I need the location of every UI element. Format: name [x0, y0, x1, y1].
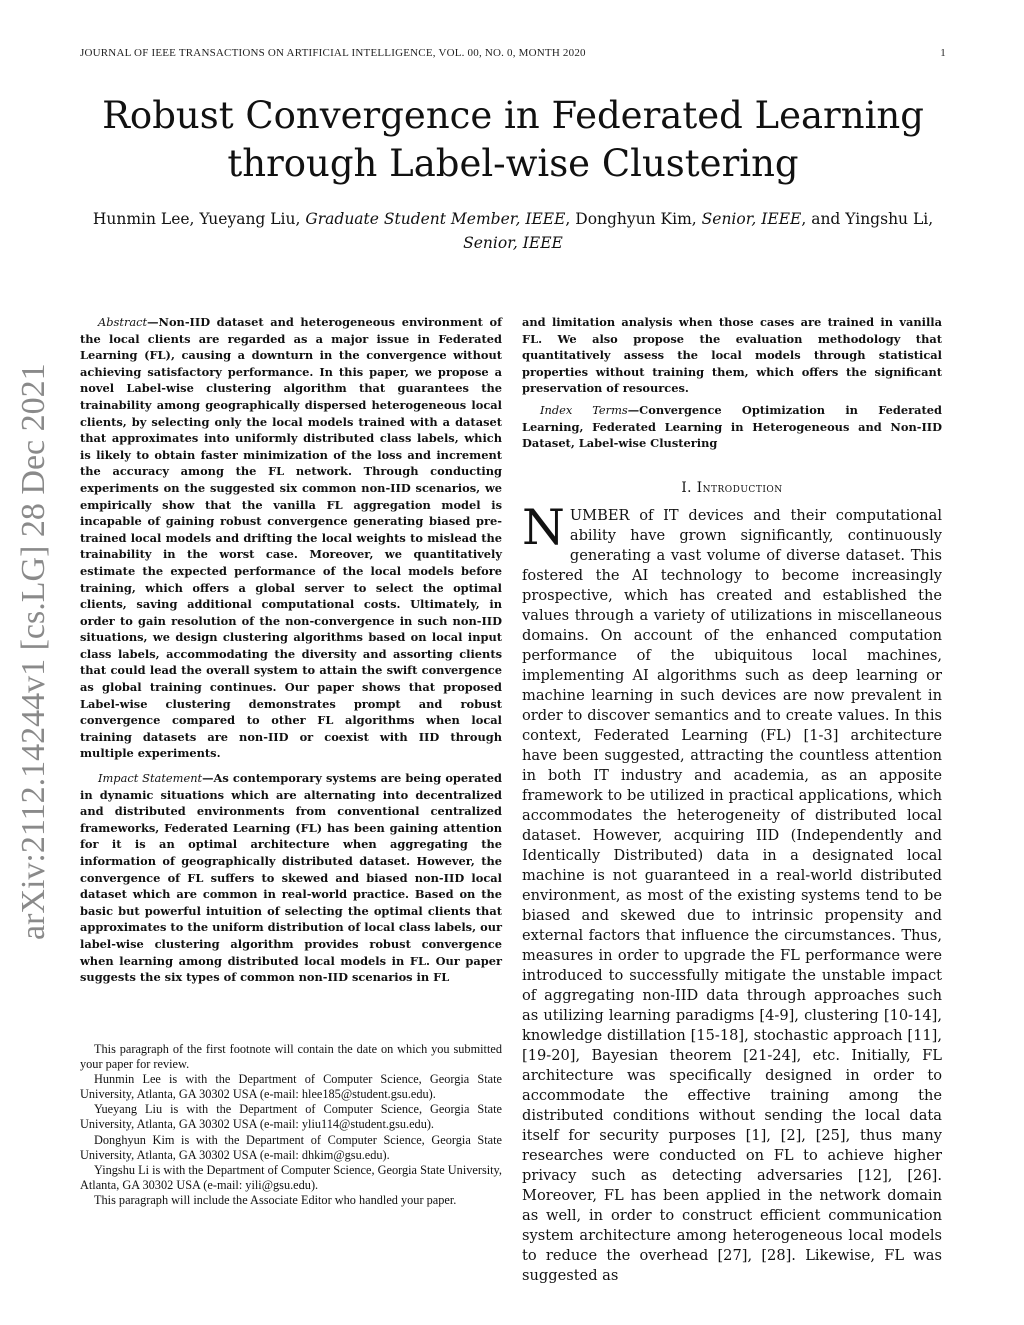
journal-name: JOURNAL OF IEEE TRANSACTIONS ON ARTIFICIAL INTELLIGENCE, VOL. 00, NO. 0, MONTH 2020 — [80, 47, 586, 59]
intro-text: of IT devices and their computational ability have grown significantly, continuously generating a vast volume of diverse dataset. This fostered the AI technology to become increasingly prospective, which has created and established the values through a variety of utilizations in miscellaneous domains. On account of the enhanced computation performance of the ubiquitous local machines, implementing AI algorithms such as deep learning or machine learning in such devices are now prevalent in order to discover semantics and to create values. In this context, Federated Learning (FL) [1-3] architecture have been suggested, attracting the countless attention in both IT industry and academia, as an apposite framework to be utilized in practical applications, which accommodates the heterogeneity of distributed local dataset. However, acquiring IID (Independently and Identically Distributed) data in a designated local machine is not guaranteed in a real-world distributed environment, as most of the existing systems tend to be biased and skewed due to intrinsic propensity and external factors that influence the circumstances. Thus, measures in order to upgrade the FL performance were introduced to successfully mitigate the unstable impact of aggregating non-IID data through approaches such as utilizing learning paradigms [4-9], clustering [10-14], knowledge distillation [15-18], stochastic approach [11], [19-20], Bayesian theorem [21-24], etc. Initially, FL architecture was specifically designed in order to accommodate the effective training among the distributed conditions without sending the local data itself for security purposes [1], [2], [25], thus many researches were conducted on FL to achieve higher privacy such as detecting adversaries [12], [26]. Moreover, FL has been applied in the network domain as well, in order to construct efficient communication system architecture among heterogeneous local models to reduce the overhead [27], [28]. Likewise, FL was suggested as — [522, 506, 942, 1284]
author-role-1: Graduate Student Member, IEEE — [305, 210, 566, 228]
running-header — [80, 47, 946, 59]
impact-statement-label: Impact Statement — [98, 771, 203, 786]
introduction-paragraph — [522, 498, 942, 1286]
abstract-continuation: and limitation analysis when those cases are trained in vanilla FL. We also propose the evaluation methodology that quantitatively assess the local models through statistical properties without training them, which offers the significant preservation of resources. — [522, 315, 942, 396]
section-numeral: I. — [681, 479, 697, 496]
footnote-author-liu: Yueyang Liu is with the Department of Computer Science, Georgia State University, Atlanta, GA 30302 USA (e-mail: yliu114@student.gsu.edu). — [80, 1102, 502, 1132]
footnote-editor: This paragraph will include the Associate Editor who handled your paper. — [94, 1192, 457, 1207]
abstract — [80, 314, 502, 762]
left-column — [80, 314, 502, 986]
author-names-3: , and Yingshu Li, — [801, 210, 934, 228]
title-line-2: through Label-wise Clustering — [227, 142, 799, 185]
footnote-author-lee: Hunmin Lee is with the Department of Computer Science, Georgia State University, Atlanta, GA 30302 USA (e-mail: hlee185@student.gsu.edu). — [80, 1072, 502, 1102]
author-role-2: Senior, IEEE — [701, 210, 802, 228]
author-names-2: , Donghyun Kim, — [565, 210, 702, 228]
drop-cap: N — [522, 498, 565, 556]
footnote-date: This paragraph of the first footnote will contain the date on which you submitted your paper for review. — [80, 1042, 502, 1072]
abstract-text: —Non-IID dataset and heterogeneous environment of the local clients are regarded as a major issue in Federated Learning (FL), causing a downturn in the convergence without achieving satisfactory performance. In this paper, we propose a novel Label-wise clustering algorithm that guarantees the trainability among geographically dispersed heterogeneous local clients, by selecting only the local models trained with a dataset that approximates into uniformly distributed class labels, which is likely to obtain faster minimization of the loss and increment the accuracy among the FL network. Through conducting experiments on the suggested six common non-IID scenarios, we empirically show that the vanilla FL aggregation model is incapable of gaining robust convergence generating biased pre-trained local models and drifting the local weights to mislead the trainability in the worst case. Moreover, we quantitatively estimate the expected performance of the local models before training, which offers a global server to select the optimal clients, saving additional computational costs. Ultimately, in order to gain resolution of the non-convergence in such non-IID situations, we design clustering algorithms based on local input class labels, accommodating the diversity and assorting clients that could lead the overall system to attain the swift convergence as global training continues. Our paper shows that proposed Label-wise clustering demonstrates prompt and robust convergence compared to other FL algorithms when local training datasets are non-IID or coexist with IID through multiple experiments. — [80, 315, 502, 761]
author-list — [80, 207, 946, 255]
paper-title — [80, 92, 946, 188]
footnotes — [80, 1042, 502, 1208]
index-terms-label: Index Terms — [540, 402, 628, 417]
section-title: Introduction — [696, 479, 783, 496]
impact-statement — [80, 770, 502, 986]
intro-lead-caps: UMBER — [569, 506, 630, 524]
index-terms-text: —Convergence Optimization in Federated Learning, Federated Learning in Heterogeneous and Non-IID Dataset, Label-wise Clustering — [522, 402, 942, 451]
impact-statement-text: —As contemporary systems are being operated in dynamic situations which are alternating into decentralized and distributed environments from conventional centralized frameworks, Federated Learning (FL) has been gaining attention for it is an optimal architecture when aggregating the information of geographically distributed dataset. However, the convergence of FL suffers to skewed and biased non-IID local dataset which are common in real-world practice. Based on the basic but powerful intuition of selecting the optimal clients that approximates to the uniform distribution of local class labels, our label-wise clustering algorithm provides robust convergence when learning among distributed local models in FL. Our paper suggests the six types of common non-IID scenarios in FL — [80, 771, 503, 985]
section-heading-introduction — [522, 480, 942, 496]
title-line-1: Robust Convergence in Federated Learning — [102, 94, 924, 137]
footnote-author-li: Yingshu Li is with the Department of Computer Science, Georgia State University, Atlanta, GA 30302 USA (e-mail: yili@gsu.edu). — [80, 1162, 502, 1192]
arxiv-identifier: arXiv:2112.14244v1 [cs.LG] 28 Dec 2021 — [15, 363, 52, 940]
page-number: 1 — [940, 47, 946, 59]
index-terms — [522, 402, 942, 452]
footnote-author-kim: Donghyun Kim is with the Department of Computer Science, Georgia State University, Atlanta, GA 30302 USA (e-mail: dhkim@gsu.edu). — [80, 1132, 502, 1162]
right-column — [522, 314, 942, 1286]
author-role-3: Senior, IEEE — [463, 234, 563, 252]
author-names-1: Hunmin Lee, Yueyang Liu, — [92, 210, 306, 228]
abstract-label: Abstract — [98, 315, 148, 329]
